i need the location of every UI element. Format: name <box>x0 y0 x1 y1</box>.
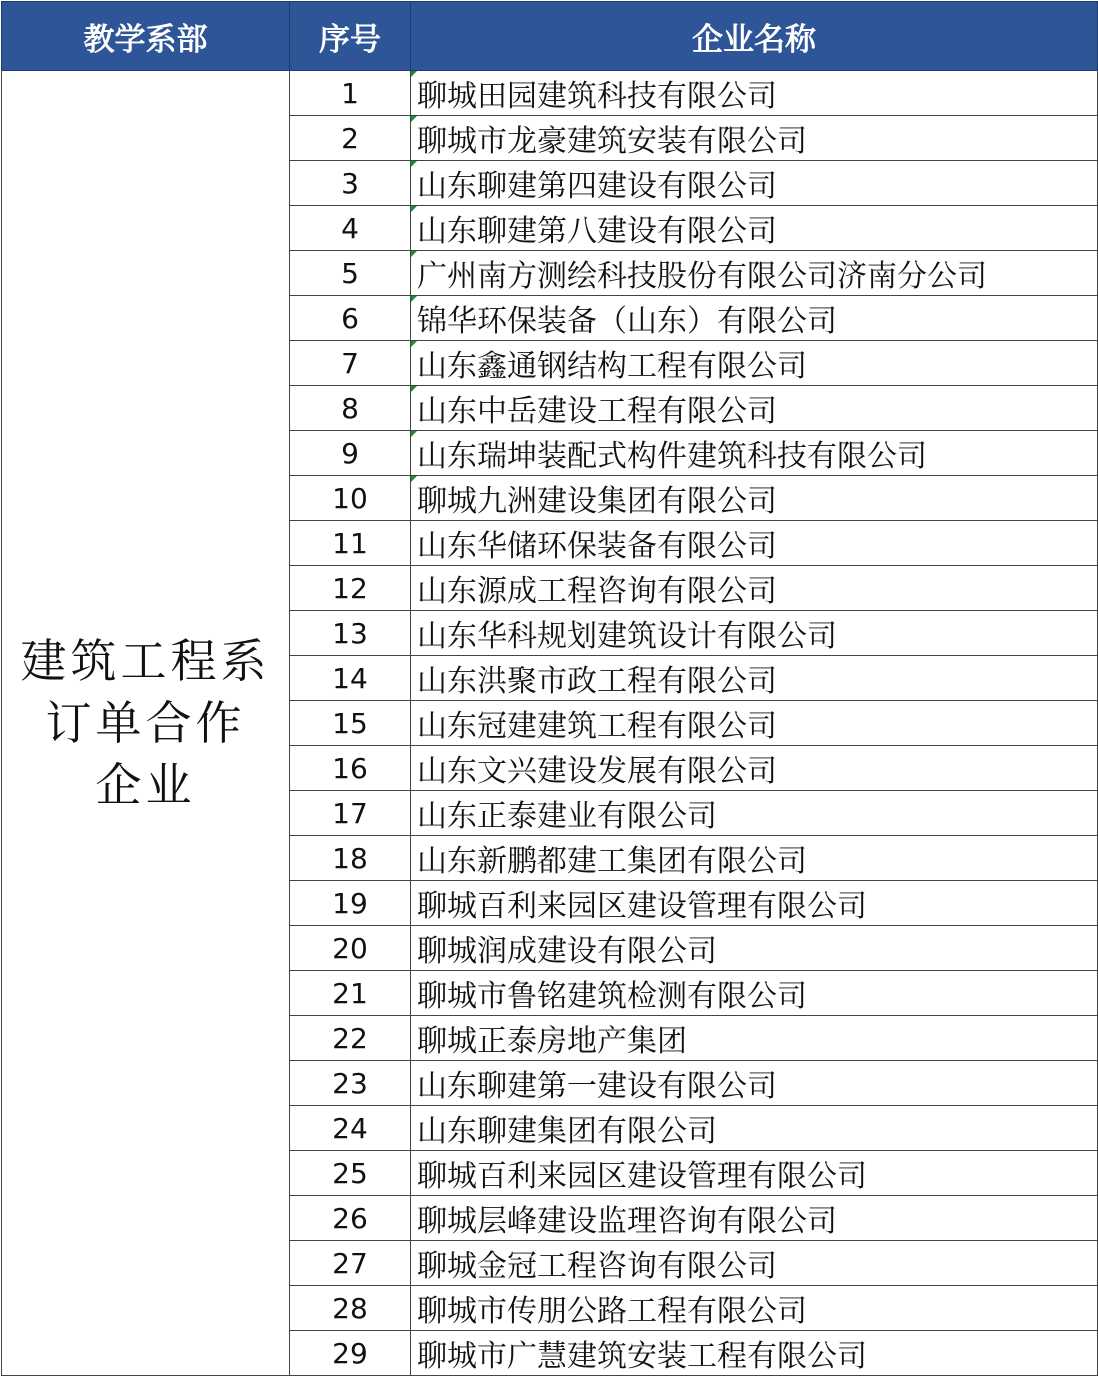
company-name: 山东聊建集团有限公司 <box>411 1106 1098 1151</box>
row-number: 7 <box>290 341 411 386</box>
header-row <box>2 2 1098 71</box>
row-number: 21 <box>290 971 411 1016</box>
company-name: 山东文兴建设发展有限公司 <box>411 746 1098 791</box>
row-number: 5 <box>290 251 411 296</box>
row-number: 26 <box>290 1196 411 1241</box>
company-name: 聊城百利来园区建设管理有限公司 <box>411 881 1098 926</box>
company-name: 聊城润成建设有限公司 <box>411 926 1098 971</box>
company-name: 山东瑞坤装配式构件建筑科技有限公司 <box>411 431 1098 476</box>
company-name: 聊城正泰房地产集团 <box>411 1016 1098 1061</box>
company-name: 聊城田园建筑科技有限公司 <box>411 71 1098 116</box>
row-number: 24 <box>290 1106 411 1151</box>
company-name: 山东冠建建筑工程有限公司 <box>411 701 1098 746</box>
company-name: 山东鑫通钢结构工程有限公司 <box>411 341 1098 386</box>
header-number: 序号 <box>290 2 411 71</box>
row-number: 10 <box>290 476 411 521</box>
row-number: 18 <box>290 836 411 881</box>
company-name: 山东正泰建业有限公司 <box>411 791 1098 836</box>
department-line: 订单合作 <box>45 696 246 750</box>
header-company: 企业名称 <box>411 2 1098 71</box>
department-line: 建筑工程系 <box>20 634 271 688</box>
row-number: 25 <box>290 1151 411 1196</box>
department-cell <box>2 71 290 1376</box>
company-name: 山东新鹏都建工集团有限公司 <box>411 836 1098 881</box>
row-number: 17 <box>290 791 411 836</box>
row-number: 6 <box>290 296 411 341</box>
row-number: 27 <box>290 1241 411 1286</box>
row-number: 12 <box>290 566 411 611</box>
company-name: 聊城市鲁铭建筑检测有限公司 <box>411 971 1098 1016</box>
company-name: 山东聊建第一建设有限公司 <box>411 1061 1098 1106</box>
table-body <box>2 71 1098 1376</box>
company-name: 聊城市广慧建筑安装工程有限公司 <box>411 1331 1098 1376</box>
row-number: 29 <box>290 1331 411 1376</box>
company-name: 聊城层峰建设监理咨询有限公司 <box>411 1196 1098 1241</box>
row-number: 3 <box>290 161 411 206</box>
company-table <box>1 1 1098 1376</box>
row-number: 20 <box>290 926 411 971</box>
company-name: 聊城金冠工程咨询有限公司 <box>411 1241 1098 1286</box>
header-department: 教学系部 <box>2 2 290 71</box>
row-number: 1 <box>290 71 411 116</box>
row-number: 22 <box>290 1016 411 1061</box>
row-number: 16 <box>290 746 411 791</box>
company-name: 山东中岳建设工程有限公司 <box>411 386 1098 431</box>
company-name: 聊城市龙豪建筑安装有限公司 <box>411 116 1098 161</box>
department-line: 企业 <box>95 758 196 812</box>
row-number: 4 <box>290 206 411 251</box>
row-number: 23 <box>290 1061 411 1106</box>
company-name: 锦华环保装备（山东）有限公司 <box>411 296 1098 341</box>
company-name: 山东源成工程咨询有限公司 <box>411 566 1098 611</box>
row-number: 13 <box>290 611 411 656</box>
company-name: 山东华科规划建筑设计有限公司 <box>411 611 1098 656</box>
company-name: 聊城九洲建设集团有限公司 <box>411 476 1098 521</box>
company-name: 聊城市传朋公路工程有限公司 <box>411 1286 1098 1331</box>
company-name: 山东华储环保装备有限公司 <box>411 521 1098 566</box>
row-number: 11 <box>290 521 411 566</box>
company-name: 广州南方测绘科技股份有限公司济南分公司 <box>411 251 1098 296</box>
row-number: 2 <box>290 116 411 161</box>
row-number: 15 <box>290 701 411 746</box>
row-number: 28 <box>290 1286 411 1331</box>
row-number: 19 <box>290 881 411 926</box>
company-name: 山东聊建第四建设有限公司 <box>411 161 1098 206</box>
row-number: 8 <box>290 386 411 431</box>
row-number: 9 <box>290 431 411 476</box>
table-row <box>2 71 1098 116</box>
company-name: 山东洪聚市政工程有限公司 <box>411 656 1098 701</box>
row-number: 14 <box>290 656 411 701</box>
company-name: 聊城百利来园区建设管理有限公司 <box>411 1151 1098 1196</box>
company-name: 山东聊建第八建设有限公司 <box>411 206 1098 251</box>
